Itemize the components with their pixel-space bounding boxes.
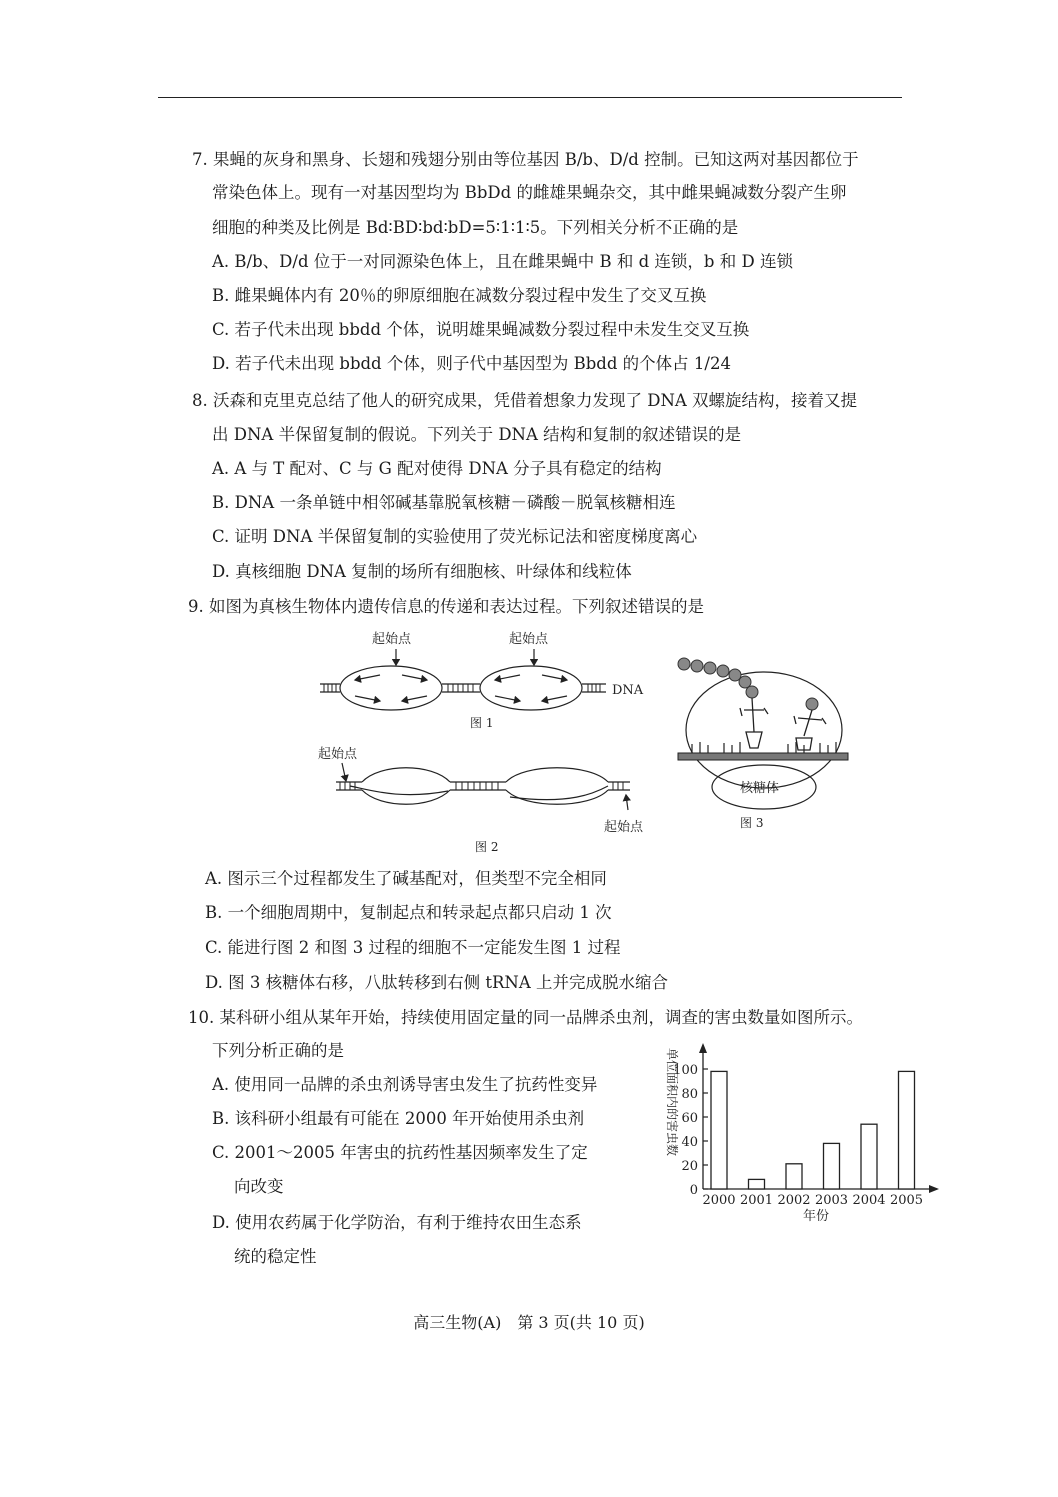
q10-option-c: C. 2001～2005 年害虫的抗药性基因频率发生了定 xyxy=(212,1143,588,1162)
q10-stem-1: 10. 某科研小组从某年开始，持续使用固定量的同一品牌杀虫剂，调查的害虫数量如图所示。 xyxy=(188,1008,863,1027)
y-tick-label: 100 xyxy=(673,1063,698,1078)
bar-2005 xyxy=(899,1071,915,1189)
y-tick-label: 20 xyxy=(681,1159,698,1174)
q7-stem-3: 细胞的种类及比例是 Bd∶BD∶bd∶bD=5∶1∶1∶5。下列相关分析不正确的是 xyxy=(212,218,739,237)
x-tick-label-2000: 2000 xyxy=(702,1193,736,1208)
q9-option-c: C. 能进行图 2 和图 3 过程的细胞不一定能发生图 1 过程 xyxy=(205,938,621,957)
x-tick-label-2001: 2001 xyxy=(739,1193,774,1208)
bar-2002 xyxy=(786,1164,802,1189)
chart-x-axis-label: 年份 xyxy=(803,1209,830,1224)
q7-option-a: A. B/b、D/d 位于一对同源染色体上，且在雌果蝇中 B 和 d 连锁，b 和 D 连锁 xyxy=(212,252,793,271)
bar-2004 xyxy=(861,1124,877,1189)
fig1-caption: 图 1 xyxy=(470,716,494,730)
q10-option-d-cont: 统的稳定性 xyxy=(234,1247,317,1266)
q7-option-b: B. 雌果蝇体内有 20％的卵原细胞在减数分裂过程中发生了交叉互换 xyxy=(212,286,707,305)
fig2-origin-label-left: 起始点 xyxy=(318,747,358,762)
y-tick-label: 60 xyxy=(681,1111,698,1126)
y-tick-label: 80 xyxy=(681,1087,698,1102)
x-tick-label-2005: 2005 xyxy=(889,1193,924,1208)
pest-bar-chart xyxy=(645,1040,945,1230)
q9-stem: 9. 如图为真核生物体内遗传信息的传递和表达过程。下列叙述错误的是 xyxy=(188,597,704,616)
x-tick-label-2004: 2004 xyxy=(852,1193,886,1208)
q7-stem-1: 7. 果蝇的灰身和黑身、长翅和残翅分别由等位基因 B/b、D/d 控制。已知这两对基因都位于 xyxy=(192,150,859,169)
q7-option-c: C. 若子代未出现 bbdd 个体，说明雄果蝇减数分裂过程中未发生交叉互换 xyxy=(212,320,750,339)
q9-figure-1-2 xyxy=(310,625,670,855)
fig1-dna-label: DNA xyxy=(612,683,644,698)
q8-option-d: D. 真核细胞 DNA 复制的场所有细胞核、叶绿体和线粒体 xyxy=(212,562,632,581)
bar-2001 xyxy=(749,1179,765,1189)
header-rule xyxy=(158,97,902,98)
q8-stem-1: 8. 沃森和克里克总结了他人的研究成果，凭借着想象力发现了 DNA 双螺旋结构，接着又提 xyxy=(192,391,858,410)
fig1-origin-label-left: 起始点 xyxy=(372,632,412,647)
q10-option-b: B. 该科研小组最有可能在 2000 年开始使用杀虫剂 xyxy=(212,1109,585,1128)
q9-figure-3 xyxy=(672,650,852,840)
q9-option-a: A. 图示三个过程都发生了碱基配对，但类型不完全相同 xyxy=(205,869,607,888)
q7-option-d: D. 若子代未出现 bbdd 个体，则子代中基因型为 Bbdd 的个体占 1/24 xyxy=(212,354,731,373)
q8-option-a: A. A 与 T 配对、C 与 G 配对使得 DNA 分子具有稳定的结构 xyxy=(212,459,662,478)
x-tick-label-2002: 2002 xyxy=(777,1193,811,1208)
bar-2003 xyxy=(824,1143,840,1189)
q10-stem-2: 下列分析正确的是 xyxy=(212,1041,344,1060)
fig1-origin-label-right: 起始点 xyxy=(509,632,549,647)
bar-2000 xyxy=(711,1071,727,1189)
q8-stem-2: 出 DNA 半保留复制的假说。下列关于 DNA 结构和复制的叙述错误的是 xyxy=(212,425,742,444)
fig2-origin-label-right: 起始点 xyxy=(604,820,644,835)
x-tick-label-2003: 2003 xyxy=(814,1193,849,1208)
y-tick-label: 0 xyxy=(689,1183,698,1198)
fig3-ribosome-label: 核糖体 xyxy=(740,781,780,796)
q8-option-c: C. 证明 DNA 半保留复制的实验使用了荧光标记法和密度梯度离心 xyxy=(212,527,698,546)
q10-option-a: A. 使用同一品牌的杀虫剂诱导害虫发生了抗药性变异 xyxy=(212,1075,598,1094)
fig3-caption: 图 3 xyxy=(740,816,764,830)
q9-option-d: D. 图 3 核糖体右移，八肽转移到右侧 tRNA 上并完成脱水缩合 xyxy=(205,973,669,992)
chart-y-axis-label: 单位面积内的害虫数 xyxy=(665,1048,679,1157)
q7-stem-2: 常染色体上。现有一对基因型均为 BbDd 的雌雄果蝇杂交，其中雌果蝇减数分裂产生卵 xyxy=(212,183,847,202)
q9-option-b: B. 一个细胞周期中，复制起点和转录起点都只启动 1 次 xyxy=(205,903,612,922)
y-axis-arrow xyxy=(699,1043,707,1053)
page-footer: 高三生物(A) 第 3 页(共 10 页) xyxy=(413,1313,645,1332)
q10-option-c-cont: 向改变 xyxy=(234,1177,284,1196)
fig2-caption: 图 2 xyxy=(475,840,499,854)
x-axis-arrow xyxy=(929,1185,939,1193)
y-tick-label: 40 xyxy=(681,1135,698,1150)
q10-option-d: D. 使用农药属于化学防治，有利于维持农田生态系 xyxy=(212,1213,582,1232)
q8-option-b: B. DNA 一条单链中相邻碱基靠脱氧核糖－磷酸－脱氧核糖相连 xyxy=(212,493,676,512)
